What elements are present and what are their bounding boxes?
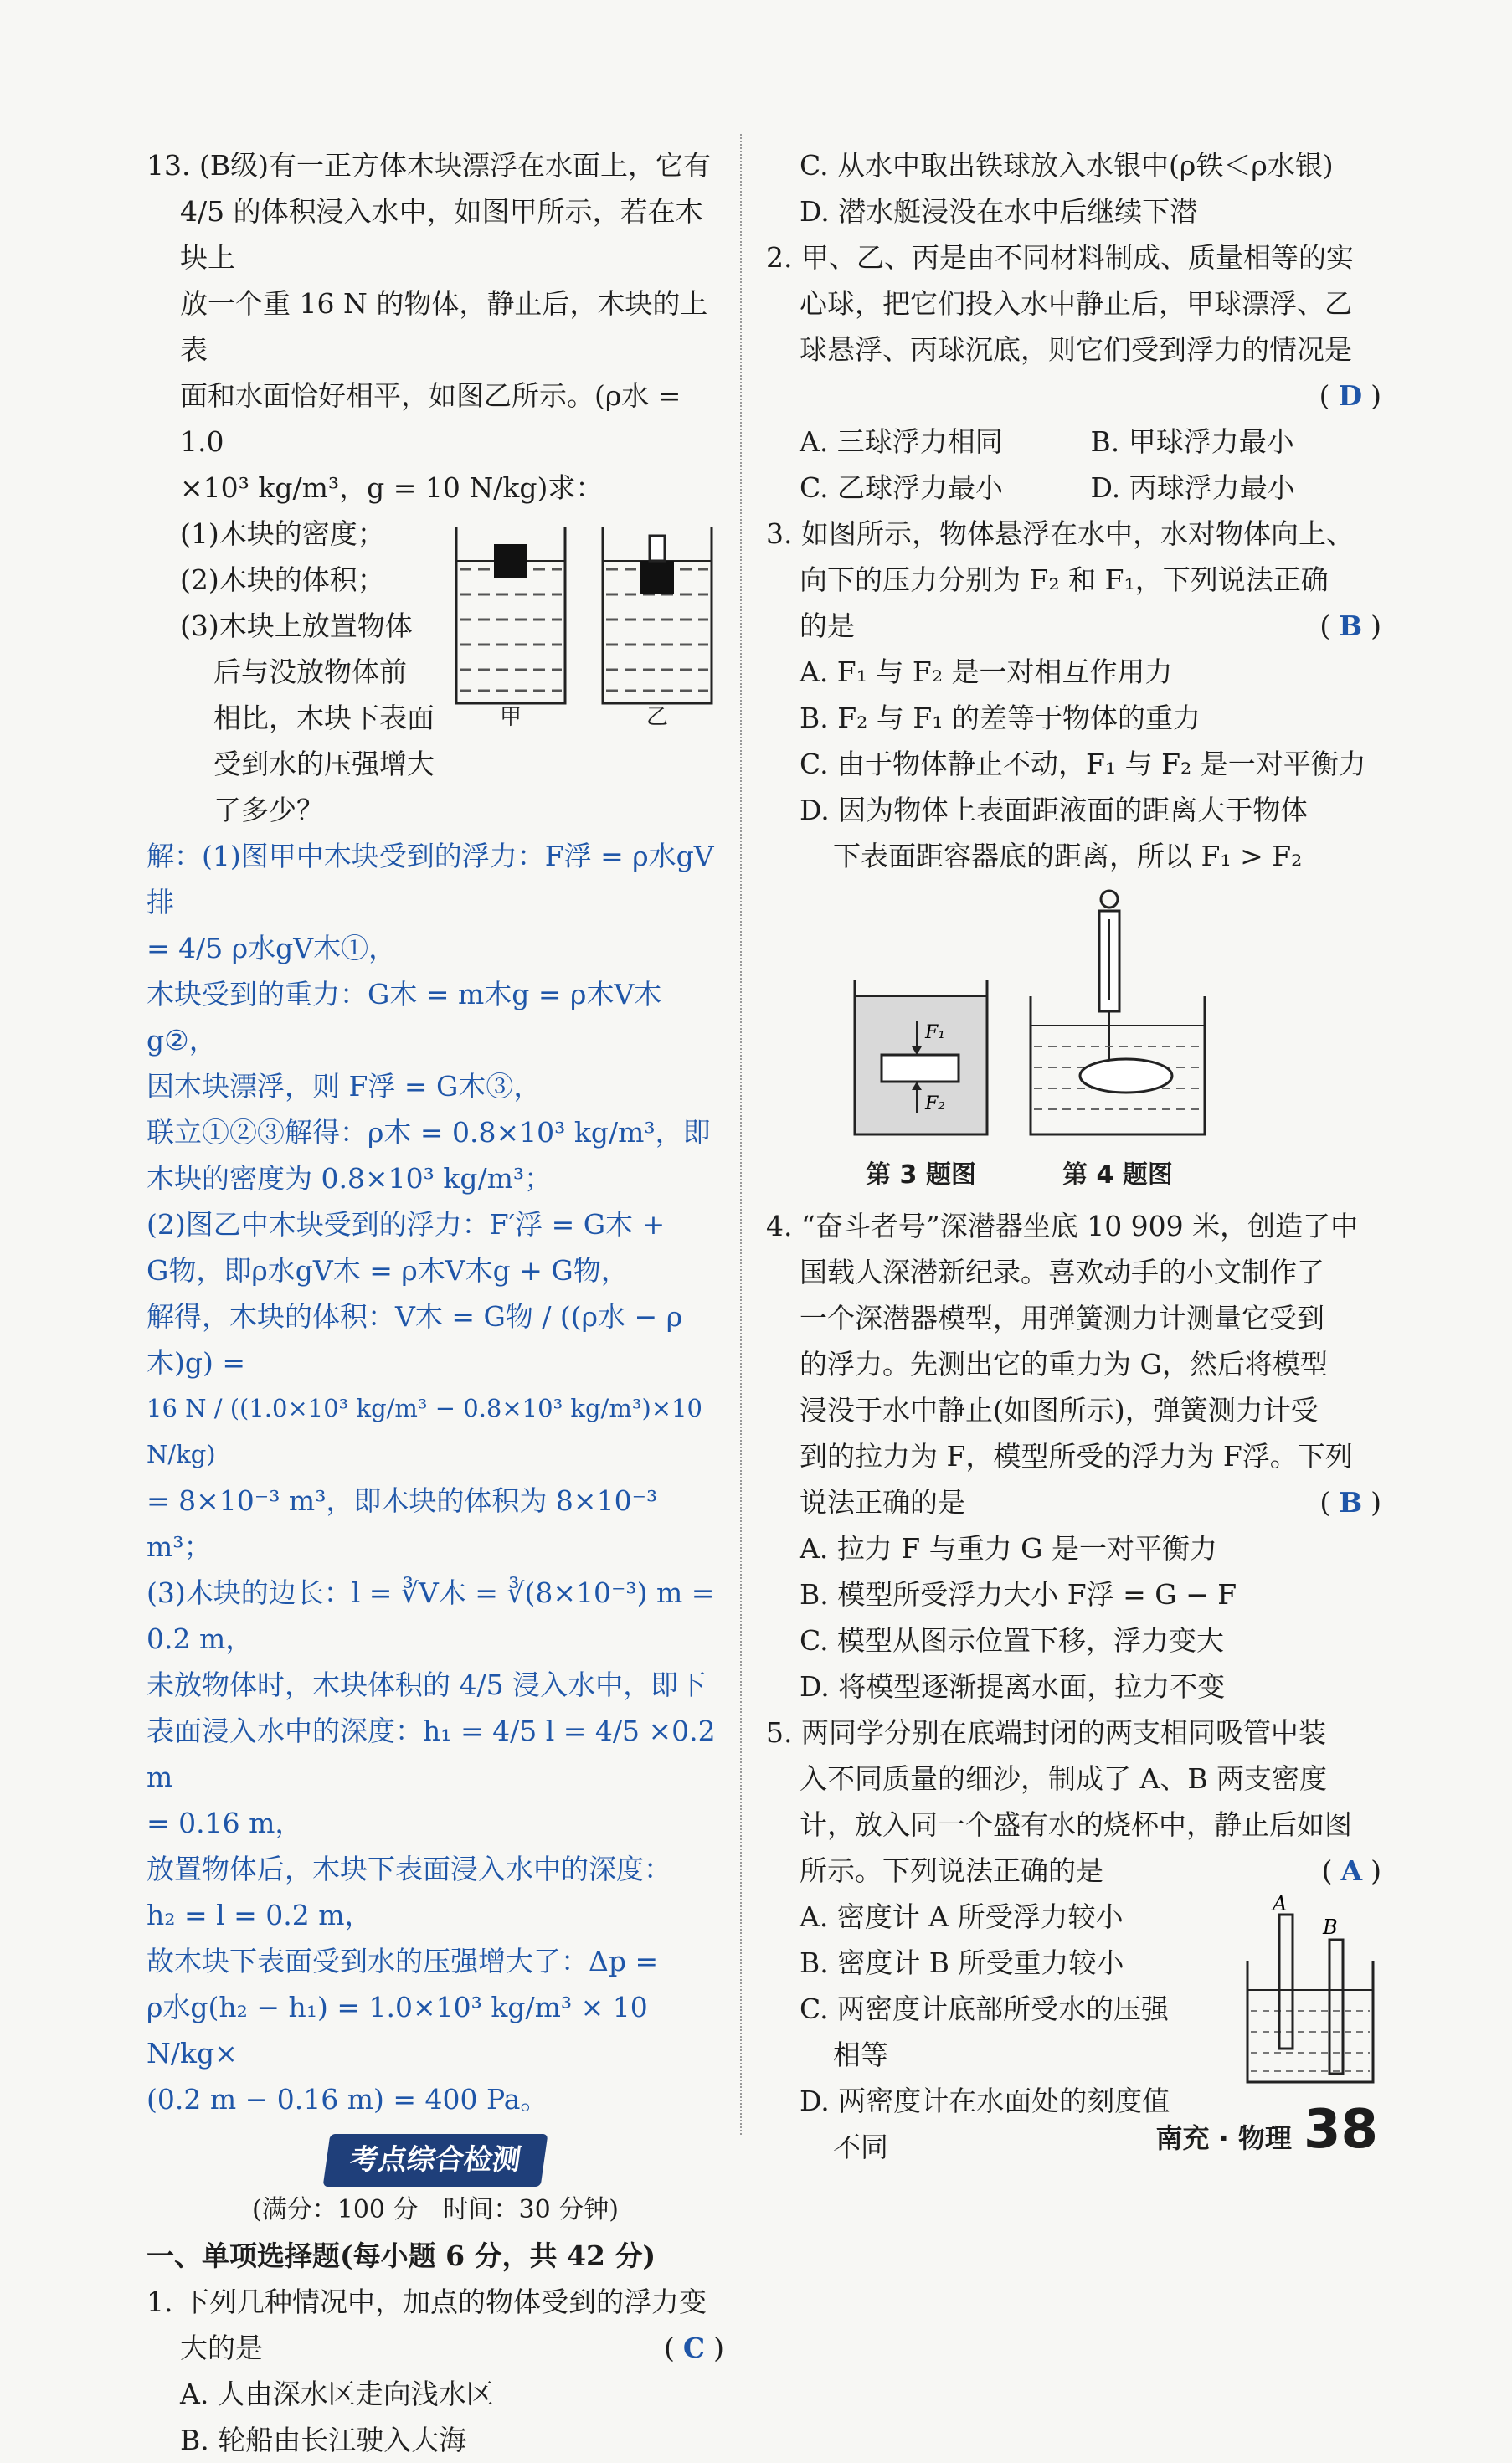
fig3 [850,971,992,1198]
q3-option-d-cont: 下表面距容器底的距离，所以 F₁ > F₂ [833,840,1303,872]
solution-line: (0.2 m − 0.16 m) = 400 Pa。 [147,2083,548,2116]
solution-line: 故木块下表面受到水的压强增大了：Δp = [147,1945,659,1977]
q13-figure [448,511,724,728]
q5-figure [1239,1894,1381,2086]
solution-line: 解得，木块的体积：V木 = G物 / ((ρ水 − ρ木)g) = [147,1300,683,1379]
q13-sub-block [147,511,724,833]
q1-option-a: A. 人由深水区走向浅水区 [180,2378,494,2410]
section-banner: 考点综合检测 [323,2134,548,2187]
q3-answer: ( B ) [1319,609,1381,642]
solution-line: = 8×10⁻³ m³，即木块的体积为 8×10⁻³ m³； [147,1484,658,1563]
solution-line: 未放物体时，木块体积的 4/5 浸入水中，即下 [147,1669,707,1701]
q5-stem: 5. 两同学分别在底端封闭的两支相同吸管中装 [766,1716,1326,1749]
solution-line: (2)图乙中木块受到的浮力：F′浮 = G木 + [147,1208,666,1241]
solution-line: ρ水g(h₂ − h₁) = 1.0×10³ kg/m³ × 10 N/kg× [147,1991,648,2070]
q4-stem: 国载人深潜新纪录。喜欢动手的小文制作了 [800,1256,1324,1288]
q3-option-d: D. 因为物体上表面距液面的距离大于物体 [800,794,1309,826]
q13-line-1: 13. (B级)有一正方体木块漂浮在水面上，它有 [147,149,711,182]
figures-3-4 [850,887,1381,1198]
q3-option-c: C. 由于物体静止不动，F₁ 与 F₂ 是一对平衡力 [800,748,1366,780]
q4-answer-value: B [1339,1486,1363,1519]
exam-meta: (满分：100 分 时间：30 分钟) [252,2195,619,2224]
q1-answer: ( C ) [663,2332,724,2364]
q2-answer: ( D ) [1319,379,1381,412]
solution-line: 因木块漂浮，则 F浮 = G木③， [147,1070,542,1103]
q2-stem: 心球，把它们投入水中静止后，甲球漂浮、乙 [800,287,1352,320]
q5-option-d-cont: 不同 [833,2131,888,2163]
q1-stem: 1. 下列几种情况中，加点的物体受到的浮力变 [147,2286,707,2318]
fig4 [1026,887,1210,1198]
q3-option-a: A. F₁ 与 F₂ 是一对相互作用力 [800,656,1173,688]
q2-option-d: D. 丙球浮力最小 [1090,471,1295,504]
footer-subject: 南充 · 物理 [1155,2122,1292,2154]
q1-answer-value: C [682,2332,706,2364]
q2-stem: 球悬浮、丙球沉底，则它们受到浮力的情况是 [800,333,1352,366]
q2-option-b: B. 甲球浮力最小 [1090,425,1294,458]
banner-wrap [147,2134,724,2187]
q4-option-a: A. 拉力 F 与重力 G 是一对平衡力 [800,1532,1218,1565]
q3-stem: 向下的压力分别为 F₂ 和 F₁，下列说法正确 [800,563,1329,596]
q3-stem: 3. 如图所示，物体悬浮在水中，水对物体向上、 [766,517,1354,550]
solution-line: 解：(1)图甲中木块受到的浮力：F浮 = ρ水gV排 [147,840,714,918]
q2-option-a: A. 三球浮力相同 [800,425,1003,458]
q5-stem: 计，放入同一个盛有水的烧杯中，静止后如图 [800,1808,1352,1841]
solution-line: 联立①②③解得：ρ木 = 0.8×10³ kg/m³，即 [147,1116,711,1149]
q4-stem-text: 说法正确的是 [800,1486,965,1519]
q5-stem-cont [766,1848,1381,1894]
solution-line: 16 N / ((1.0×10³ kg/m³ − 0.8×10³ kg/m³)×10 N/kg) [147,1394,702,1468]
q1-option-c: C. 从水中取出铁球放入水银中(ρ铁＜ρ水银) [800,149,1334,182]
q4-stem-cont [766,1479,1381,1525]
densimeter-b-label: B [1323,1915,1338,1939]
left-column [147,142,724,2463]
q4-stem: 到的拉力为 F，模型所受的浮力为 F浮。下列 [800,1440,1353,1473]
q2-options-row2 [766,465,1381,511]
q2-answer-value: D [1338,379,1363,412]
fig4-caption: 第 4 题图 [1062,1160,1173,1190]
q5-stem-text: 所示。下列说法正确的是 [800,1854,1103,1887]
q5-option-c-cont: 相等 [833,2039,888,2071]
q13-line-5: ×10³ kg/m³，g = 10 N/kg)求： [180,471,604,504]
q2-stem: 2. 甲、乙、丙是由不同材料制成、质量相等的实 [766,241,1354,274]
section-heading: 一、单项选择题(每小题 6 分，共 42 分) [147,2239,656,2272]
q5-option-d: D. 两密度计在水面处的刻度值 [800,2085,1170,2117]
q5-option-b: B. 密度计 B 所受重力较小 [800,1946,1124,1979]
q2-option-c: C. 乙球浮力最小 [800,471,1004,504]
f1-label: F₁ [925,1022,946,1043]
q4-option-d: D. 将模型逐渐提离水面，拉力不变 [800,1670,1226,1703]
q4-answer: ( B ) [1319,1486,1381,1519]
fig4-diagram [1026,887,1210,1139]
q13-sub-4: 后与没放物体前 [213,656,407,688]
column-divider [740,134,742,2135]
q4-stem: 一个深潜器模型，用弹簧测力计测量它受到 [800,1302,1324,1334]
solution-line: = 4/5 ρ水gV木①， [147,932,397,964]
q13-sub-2: (2)木块的体积； [180,563,385,596]
solution-line: 放置物体后，木块下表面浸入水中的深度： [147,1853,671,1885]
q4-option-c: C. 模型从图示位置下移，浮力变大 [800,1624,1225,1657]
right-column [766,142,1381,2170]
fig3-diagram [850,971,992,1139]
q13-line-3: 放一个重 16 N 的物体，静止后，木块的上表 [180,287,708,366]
q3-stem-text: 的是 [800,609,855,642]
q3-answer-value: B [1339,609,1363,642]
f2-label: F₂ [925,1093,946,1114]
q5-stem: 入不同质量的细沙，制成了 A、B 两支密度 [800,1762,1328,1795]
fig3-caption: 第 3 题图 [866,1160,976,1190]
q13-sub-6: 受到水的压强增大了多少？ [213,748,435,826]
solution-line: 0.2 m， [147,1622,254,1655]
solution-line: (3)木块的边长：l = ∛V木 = ∛(8×10⁻³) m = [147,1576,715,1609]
q4-stem: 4. “奋斗者号”深潜器坐底 10 909 米，创造了中 [766,1210,1359,1242]
q4-option-b: B. 模型所受浮力大小 F浮 = G − F [800,1578,1237,1611]
q5-answer-value: A [1340,1854,1363,1887]
page-footer [1155,2099,1378,2161]
q1-stem-cont [147,2325,724,2371]
q2-options-row1 [766,419,1381,465]
solution-line: = 0.16 m， [147,1807,303,1839]
solution-line: 木块受到的重力：G木 = m木g = ρ木V木g②， [147,978,662,1057]
q1-option-b: B. 轮船由长江驶入大海 [180,2424,467,2456]
q5-option-c: C. 两密度计底部所受水的压强 [800,1993,1170,2025]
q13-sub-1: (1)木块的密度； [180,517,385,550]
q13-line-4: 面和水面恰好相平，如图乙所示。(ρ水 = 1.0 [180,379,681,458]
q13-solution [147,833,724,2122]
q5-option-a: A. 密度计 A 所受浮力较小 [800,1900,1124,1933]
q4-stem: 浸没于水中静止(如图所示)，弹簧测力计受 [800,1394,1319,1427]
q1-stem-text: 大的是 [180,2332,263,2364]
q3-option-b: B. F₂ 与 F₁ 的差等于物体的重力 [800,702,1201,734]
q13-line-2: 4/5 的体积浸入水中，如图甲所示，若在木块上 [180,195,703,274]
solution-line: 木块的密度为 0.8×10³ kg/m³； [147,1162,553,1195]
q3-stem-cont [766,603,1381,649]
solution-line: h₂ = l = 0.2 m， [147,1899,373,1931]
q13-sub-5: 相比，木块下表面 [213,702,435,734]
solution-line: 表面浸入水中的深度：h₁ = 4/5 l = 4/5 ×0.2 m [147,1715,716,1793]
solution-line: G物，即ρ水gV木 = ρ木V木g + G物， [147,1254,629,1287]
q5-answer: ( A ) [1321,1854,1381,1887]
page-number: 38 [1303,2099,1378,2161]
fig-label-jia: 甲 [499,705,522,728]
densimeter-a-label: A [1273,1894,1288,1915]
q1-option-d: D. 潜水艇浸没在水中后继续下潜 [800,195,1198,228]
q13-sub-3: (3)木块上放置物体 [180,609,413,642]
q4-stem: 的浮力。先测出它的重力为 G，然后将模型 [800,1348,1328,1381]
fig-label-yi: 乙 [645,705,669,728]
